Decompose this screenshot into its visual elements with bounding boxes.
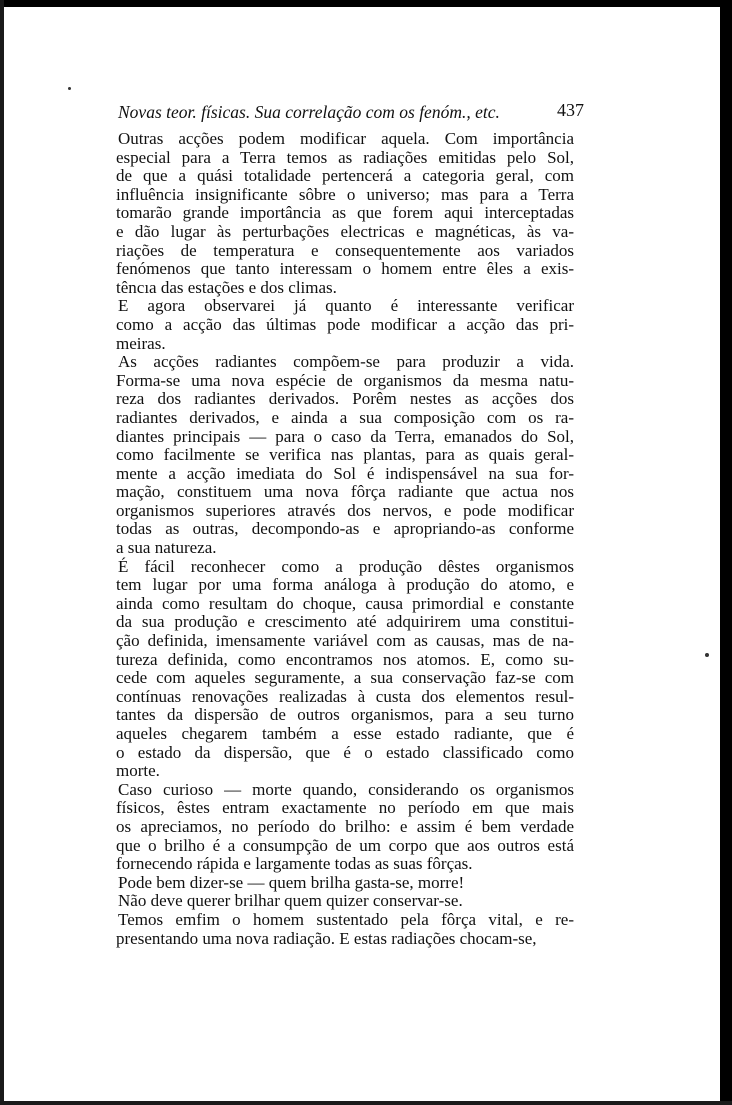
scan-speck [705, 653, 709, 657]
text-line: fenómenos que tanto interessam o homem entre êles a exis- [116, 259, 574, 279]
text-line: ainda como resultam do choque, causa primordial e constante [116, 593, 574, 613]
text-line: mente a acção imediata do Sol é indispensável na sua for- [116, 463, 574, 483]
text-line: As acções radiantes compõem-se para produzir a vida. [118, 352, 574, 372]
paragraph [116, 892, 574, 911]
text-line: têncıa das estações e dos climas. [116, 277, 337, 297]
text-line: morte. [116, 761, 160, 781]
paragraph [116, 297, 574, 353]
text-line: cede com aqueles seguramente, a sua conservação faz-se com [116, 668, 574, 688]
text-line: reza dos radiantes derivados. Porêm nestes as acções dos [116, 389, 574, 409]
paragraph [116, 558, 574, 781]
text-line: ção definida, imensamente variável com as causas, mas de na- [116, 631, 574, 651]
paragraph [116, 781, 574, 874]
text-line: tem lugar por uma forma análoga à produção do atomo, e [116, 575, 574, 595]
text-line: como facilmente se verifica nas plantas, para as quais geral- [116, 445, 574, 465]
text-line: da sua produção e crescimento até adquirirem uma constitui- [116, 612, 574, 632]
text-line: Pode bem dizer-se — quem brilha gasta-se, morre! [118, 872, 465, 892]
scan-border-left [0, 0, 4, 1105]
paragraph [116, 874, 574, 893]
text-line: meiras. [116, 333, 166, 353]
text-line: a sua natureza. [116, 538, 217, 558]
text-line: radiantes derivados, e ainda a sua composição com os ra- [116, 407, 574, 427]
paragraph [116, 130, 574, 297]
running-head-title: Novas teor. físicas. Sua correlação com os fenóm., etc. [118, 102, 500, 122]
text-line: tureza definida, como encontramos nos atomos. E, como su- [116, 649, 574, 669]
text-line: todas as outras, decompondo-as e apropriando-as conforme [116, 519, 574, 539]
text-line: tantes da dispersão de outros organismos, para a seu turno [116, 705, 574, 725]
body-text [116, 130, 574, 948]
text-line: Forma-se uma nova espécie de organismos da mesma natu- [116, 370, 574, 390]
text-line: presentando uma nova radiação. E estas radiações chocam-se, [116, 928, 537, 948]
text-line: Temos emfim o homem sustentado pela fôrça vital, e re- [118, 909, 574, 929]
text-line: o estado da dispersão, que é o estado classificado como [116, 742, 574, 762]
text-line: É fácil reconhecer como a produção dêstes organismos [118, 556, 574, 576]
scan-border-top [0, 0, 732, 7]
text-line: os apreciamos, no período do brilho: e assim é bem verdade [116, 816, 574, 836]
text-line: fornecendo rápida e largamente todas as suas fôrças. [116, 854, 473, 874]
text-line: Não deve querer brilhar quem quizer conservar-se. [118, 891, 463, 911]
scan-speck [68, 87, 71, 90]
scan-border-right [720, 0, 732, 1105]
text-line: contínuas renovações realizadas à custa dos elementos resul- [116, 686, 574, 706]
text-line: diantes principais — para o caso da Terra, emanados do Sol, [116, 426, 574, 446]
text-line: tomarão grande importância as que forem aqui interceptadas [116, 203, 574, 223]
text-line: aqueles chegarem também a esse estado radiante, que é [116, 724, 574, 743]
text-line: riações de temperatura e consequentemente aos variados [116, 240, 574, 260]
text-line: organismos superiores através dos nervos, e pode modificar [116, 500, 574, 520]
text-line: como a acção das últimas pode modificar a acção das pri- [116, 314, 574, 334]
text-line: especial para a Terra temos as radiações emitidas pelo Sol, [116, 147, 574, 167]
text-line: influência insignificante sôbre o universo; mas para a Terra [116, 184, 574, 204]
page-number: 437 [557, 100, 584, 120]
text-line: que o brilho é a consumpção de um corpo que aos outros está [116, 835, 574, 855]
text-line: de que a quási totalidade pertencerá a categoria geral, com [116, 166, 574, 186]
text-line: Outras acções podem modificar aquela. Com importância [118, 129, 574, 148]
page-content [116, 96, 584, 948]
running-head [116, 96, 584, 130]
scan-border-bottom [0, 1101, 732, 1105]
text-line: Caso curioso — morte quando, considerando os organismos [118, 779, 574, 799]
text-line: e dão lugar às perturbações electricas e magnéticas, às va- [116, 221, 574, 241]
paragraph [116, 353, 574, 558]
paragraph [116, 911, 574, 948]
text-line: mação, constituem uma nova fôrça radiante que actua nos [116, 482, 574, 502]
text-line: físicos, êstes entram exactamente no período em que mais [116, 798, 574, 818]
text-line: E agora observarei já quanto é interessante verificar [118, 296, 574, 316]
